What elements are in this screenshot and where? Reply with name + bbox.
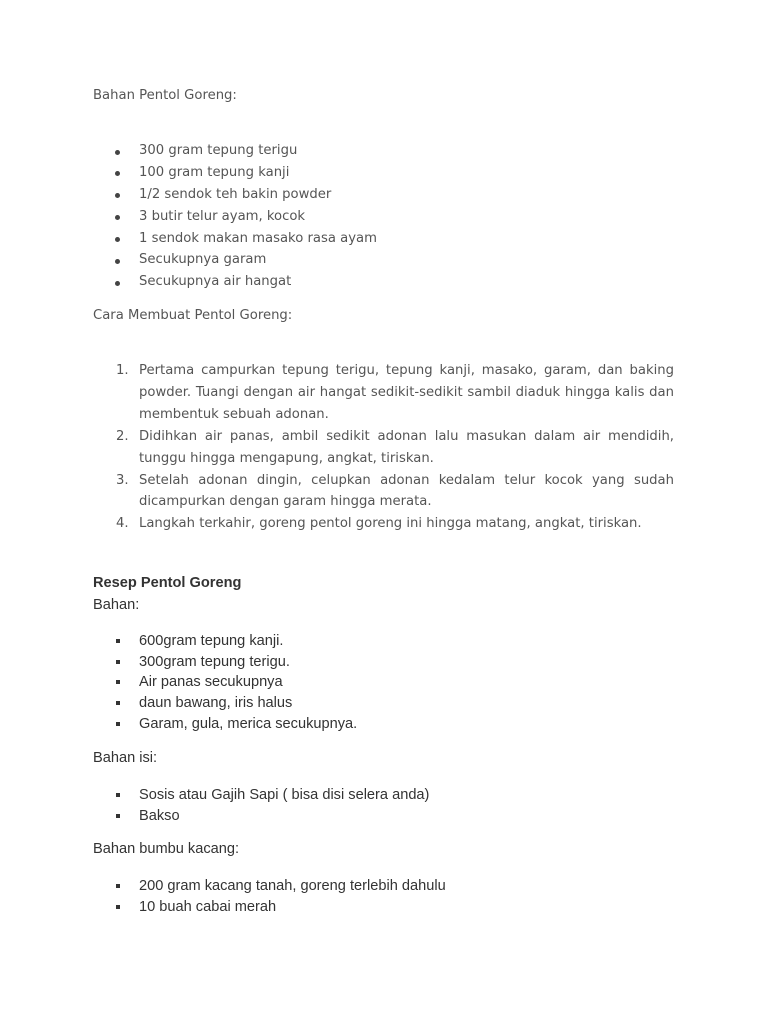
bullet-icon	[115, 237, 120, 242]
step-item	[93, 360, 674, 426]
list-item	[93, 249, 683, 271]
list-item	[93, 714, 693, 735]
square-bullet-icon	[116, 660, 120, 664]
list-item-text: Garam, gula, merica secukupnya.	[139, 715, 358, 732]
step-number: 2.	[116, 428, 129, 444]
step-item	[93, 470, 674, 514]
list-item	[93, 806, 693, 827]
bullet-icon	[115, 171, 120, 176]
list-item-text: 3 butir telur ayam, kocok	[139, 208, 306, 224]
step-number: 3.	[116, 472, 129, 488]
square-bullet-icon	[116, 884, 120, 888]
list-item	[93, 206, 683, 228]
ingredients-heading: Bahan Pentol Goreng:	[93, 88, 237, 103]
list-item-text: 1 sendok makan masako rasa ayam	[139, 230, 377, 246]
step-item	[93, 513, 674, 535]
step-number: 4.	[116, 516, 129, 532]
method-heading: Cara Membuat Pentol Goreng:	[93, 308, 293, 323]
list-item-text: 600gram tepung kanji.	[139, 633, 284, 649]
list-item	[93, 876, 693, 897]
square-bullet-icon	[116, 722, 120, 726]
step-number: 1.	[116, 363, 129, 378]
list-item-text: 10 buah cabai merah	[139, 898, 277, 915]
list-item	[93, 652, 693, 673]
list-item	[93, 672, 693, 693]
bullet-icon	[115, 193, 120, 198]
list-item-text: 300 gram tepung terigu	[139, 143, 298, 158]
list-item-text: Air panas secukupnya	[139, 674, 283, 691]
square-bullet-icon	[116, 814, 120, 818]
bahan-bumbu-label: Bahan bumbu kacang:	[93, 841, 240, 857]
list-item-text: Bakso	[139, 807, 180, 824]
list-item-text: 100 gram tepung kanji	[139, 164, 290, 180]
step-item	[93, 426, 674, 470]
square-bullet-icon	[116, 905, 120, 909]
square-bullet-icon	[116, 639, 120, 643]
list-item	[93, 785, 693, 806]
list-item-text: Secukupnya garam	[139, 252, 267, 268]
step-text: Langkah terkahir, goreng pentol goreng ini hingga matang, angkat, tiriskan.	[139, 516, 642, 532]
bullet-icon	[115, 281, 120, 286]
list-item	[93, 897, 693, 918]
list-item	[93, 162, 683, 184]
list-item-text: Sosis atau Gajih Sapi ( bisa disi selera anda)	[139, 787, 430, 803]
step-text: Didihkan air panas, ambil sedikit adonan lalu masukan dalam air mendidih, tunggu hingga mengapung, angkat, tiriskan.	[139, 428, 674, 466]
square-bullet-icon	[116, 793, 120, 797]
list-item	[93, 693, 693, 714]
list-item	[93, 631, 693, 652]
list-item-text: daun bawang, iris halus	[139, 695, 293, 712]
list-item	[93, 271, 683, 293]
recipe-title: Resep Pentol Goreng	[93, 575, 242, 591]
bahan-isi-label: Bahan isi:	[93, 750, 158, 766]
square-bullet-icon	[116, 680, 120, 684]
list-item	[93, 140, 683, 162]
ingredients-list	[93, 140, 683, 293]
step-text: Setelah adonan dingin, celupkan adonan kedalam telur kocok yang sudah dicampurkan dengan garam hingga merata.	[139, 472, 674, 510]
step-text: Pertama campurkan tepung terigu, tepung kanji, masako, garam, dan baking powder. Tuangi dengan air hangat sedikit-sedikit sambil diaduk hingga kalis dan membentuk sebuah adonan.	[139, 363, 674, 422]
bahan-isi-list	[93, 785, 693, 826]
bullet-icon	[115, 259, 120, 264]
bahan-bumbu-list	[93, 876, 693, 917]
list-item-text: 1/2 sendok teh bakin powder	[139, 186, 332, 202]
square-bullet-icon	[116, 701, 120, 705]
list-item	[93, 184, 683, 206]
list-item-text: Secukupnya air hangat	[139, 274, 292, 290]
bahan-label: Bahan:	[93, 597, 140, 613]
bullet-icon	[115, 215, 120, 220]
list-item-text: 300gram tepung terigu.	[139, 653, 290, 670]
bahan-list	[93, 631, 693, 734]
bullet-icon	[115, 150, 120, 155]
list-item-text: 200 gram kacang tanah, goreng terlebih dahulu	[139, 878, 446, 894]
list-item	[93, 228, 683, 250]
method-steps-list	[93, 360, 674, 535]
